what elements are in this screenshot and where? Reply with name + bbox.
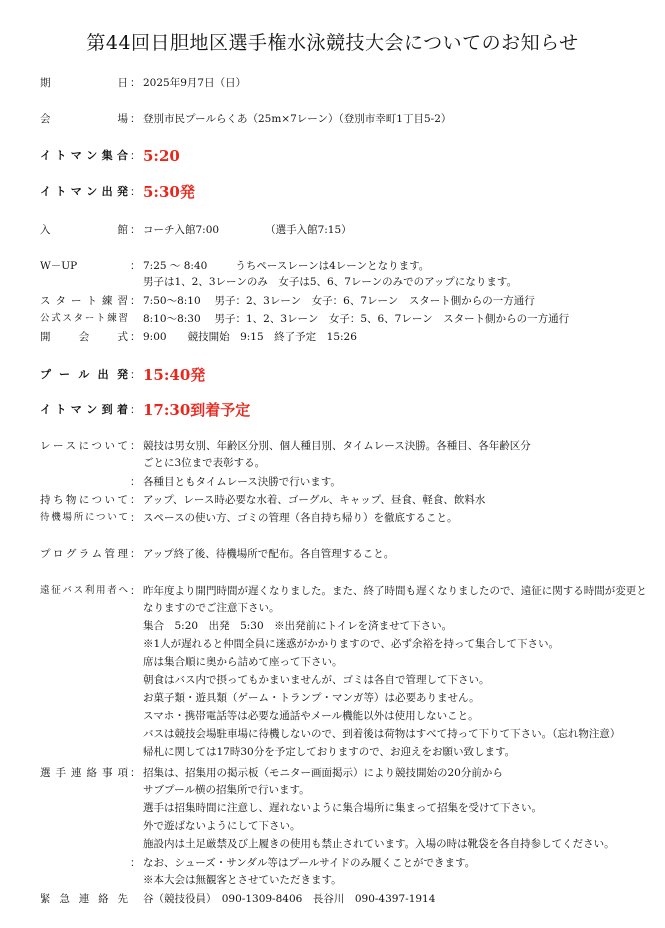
row-start-practice: [0, 292, 665, 312]
value-race-line: ごとに3位まで表彰する。: [143, 457, 266, 469]
value-bus-line: 朝食はバス内で摂ってもかまいませんが、ゴミは各自で管理して下さい。: [143, 674, 490, 686]
colon: ：: [130, 260, 141, 272]
label-race: レースについて: [40, 440, 128, 452]
row-emergency: [0, 890, 665, 910]
value-contact-line: 施設内は土足厳禁及び上履きの使用も禁止されています。入場の時は靴袋を各自持参してください。: [143, 838, 615, 850]
row-venue: [0, 110, 665, 130]
row-program: [0, 545, 665, 565]
value-entry: [143, 221, 645, 239]
value-contact-line: 外で遊ばないようにして下さい。: [143, 820, 301, 832]
value-bus-line: 昨年度より開門時間が遅くなりました。また、終了時間も遅くなりましたので、遠征に関する時間が変更と: [143, 585, 647, 597]
value-date: 2025年9月7日（日）: [143, 77, 247, 89]
value-entry-swimmer: （選手入館7:15）: [265, 224, 352, 236]
value-wup-note: うちペースレーンは4レーンとなります。: [235, 260, 430, 272]
page-title: 第44回日胆地区選手権水泳競技大会についてのお知らせ: [86, 32, 579, 54]
value-bus-line: 席は集合順に奥から詰めて座って下さい。: [143, 656, 343, 668]
value-bus-line: 帰札に関しては17時30分を予定しておりますので、お迎えをお願い致します。: [143, 746, 516, 758]
value-bus-line: お菓子類・遊具類（ゲーム・トランプ・マンガ等）は必要ありません。: [143, 692, 480, 704]
label-venue: 会場: [40, 113, 128, 125]
label-wup: W－UP: [40, 260, 78, 272]
value-opening: 9:00 競技開始 9:15 終了予定 15:26: [143, 331, 357, 343]
row-date: [0, 74, 665, 94]
value-itoman-depart: 5:30発: [143, 183, 195, 201]
colon: ：: [130, 113, 141, 125]
colon: ：: [130, 295, 141, 307]
row-official-start: [0, 310, 665, 330]
row-itoman-depart: [0, 183, 665, 203]
label-pool-depart: プール出発: [40, 368, 128, 381]
row-pool-depart: [0, 366, 665, 386]
row-contact-2: [0, 854, 665, 874]
colon: ：: [130, 476, 141, 488]
value-race-line2: 各種目ともタイムレース決勝で行います。: [143, 476, 341, 488]
value-pool-depart: 15:40発: [143, 366, 206, 384]
colon: ：: [130, 857, 141, 869]
row-contact: [0, 764, 665, 784]
value-emergency: 谷（競技役員） 090-1309-8406 長谷川 090-4397-1914: [143, 893, 436, 905]
colon: ：: [130, 186, 141, 198]
colon: ：: [130, 512, 141, 524]
value-wup-lanes: 男子は1、2、3レーンのみ 女子は5、6、7レーンのみでのアップになります。: [143, 276, 518, 288]
label-bus: 遠征バス利用者へ: [40, 585, 128, 596]
label-opening: 開会式: [40, 331, 128, 343]
value-contact-line2: なお、シューズ・サンダル等はプールサイドのみ履くことができます。: [143, 857, 476, 869]
row-itoman-arrive: [0, 401, 665, 421]
value-bus-line: ※1人が遅れると仲間全員に迷惑がかかりますので、必ず余裕を持って集合して下さい。: [143, 638, 559, 650]
label-contact: 選手連絡事項: [40, 767, 128, 779]
row-waiting: [0, 509, 665, 529]
row-bus: [0, 582, 665, 602]
value-bus-line: バスは競技会場駐車場に待機しないので、到着後は荷物はすべて持って下りて下さい。（忘れ物注意）: [143, 728, 621, 740]
colon: ：: [130, 224, 141, 236]
colon: ：: [130, 767, 141, 779]
row-itoman-meet: [0, 147, 665, 167]
label-belongings: 持ち物について: [40, 494, 128, 506]
value-contact-line: 選手は招集時間に注意し、遅れないように集合場所に集まって招集を受けて下さい。: [143, 802, 542, 814]
value-program: アップ終了後、待機場所で配布。各自管理すること。: [143, 548, 395, 560]
label-waiting: 待機場所について: [40, 512, 128, 523]
value-contact-line3: ※本大会は無観客とさせていただきます。: [143, 874, 342, 886]
label-date: 期日: [40, 77, 128, 89]
value-bus-line: なりますのでご注意下さい。: [143, 602, 280, 614]
colon: ：: [130, 548, 141, 560]
value-venue: 登別市民プールらくあ（25m×7レーン）（登別市幸町1丁目5-2）: [143, 113, 452, 125]
colon: ：: [130, 150, 141, 162]
value-contact-line: 招集は、招集用の掲示板（モニター画面掲示）により競技開始の20分前から: [143, 767, 503, 779]
value-bus-line: スマホ・携帯電話等は必要な通話やメール機能以外は使用しないこと。: [143, 710, 479, 722]
row-opening: [0, 328, 665, 348]
row-race-2: [0, 473, 665, 493]
colon: ：: [130, 440, 141, 452]
value-official-start: 8:10～8:30 男子：1、2、3レーン 女子：5、6、7レーン スタート側からの一方通行: [143, 313, 570, 325]
label-start-practice: スタート練習: [40, 295, 128, 307]
row-belongings: [0, 491, 665, 511]
label-emergency: 緊急連絡先: [40, 893, 128, 905]
label-itoman-arrive: イトマン到着: [40, 403, 128, 416]
colon: ：: [130, 331, 141, 343]
value-contact-line: サブプール横の招集所で行います。: [143, 784, 310, 796]
colon: ：: [130, 494, 141, 506]
label-entry: 入館: [40, 224, 128, 236]
value-itoman-meet: 5:20: [143, 147, 180, 165]
row-race: [0, 437, 665, 457]
value-itoman-arrive: 17:30到着予定: [143, 401, 251, 419]
colon: ：: [130, 369, 141, 381]
label-itoman-depart: イトマン出発: [40, 185, 128, 198]
value-wup: [143, 257, 645, 275]
value-entry-coach: コーチ入館7:00: [143, 224, 220, 236]
colon: ：: [130, 404, 141, 416]
label-itoman-meet: イトマン集合: [40, 149, 128, 162]
row-entry: [0, 221, 665, 241]
value-start-practice: 7:50～8:10 男子：2、3レーン 女子：6、7レーン スタート側からの一方通行: [143, 295, 535, 307]
value-belongings: アップ、レース時必要な水着、ゴーグル、キャップ、昼食、軽食、飲料水: [143, 494, 486, 506]
value-bus-line: 集合 5:20 出発 5:30 ※出発前にトイレを済ませて下さい。: [143, 620, 453, 632]
value-wup-time: 7:25 ～ 8:40: [143, 260, 208, 272]
colon: ：: [130, 585, 141, 597]
label-program: プログラム管理: [40, 548, 128, 560]
value-race-line: 競技は男女別、年齢区分別、個人種目別、タイムレース決勝。各種目、各年齢区分: [143, 440, 531, 452]
value-waiting: スペースの使い方、ゴミの管理（各自持ち帰り）を徹底すること。: [143, 512, 458, 524]
colon: ：: [130, 77, 141, 89]
label-official-start: 公式スタート練習: [40, 313, 128, 324]
